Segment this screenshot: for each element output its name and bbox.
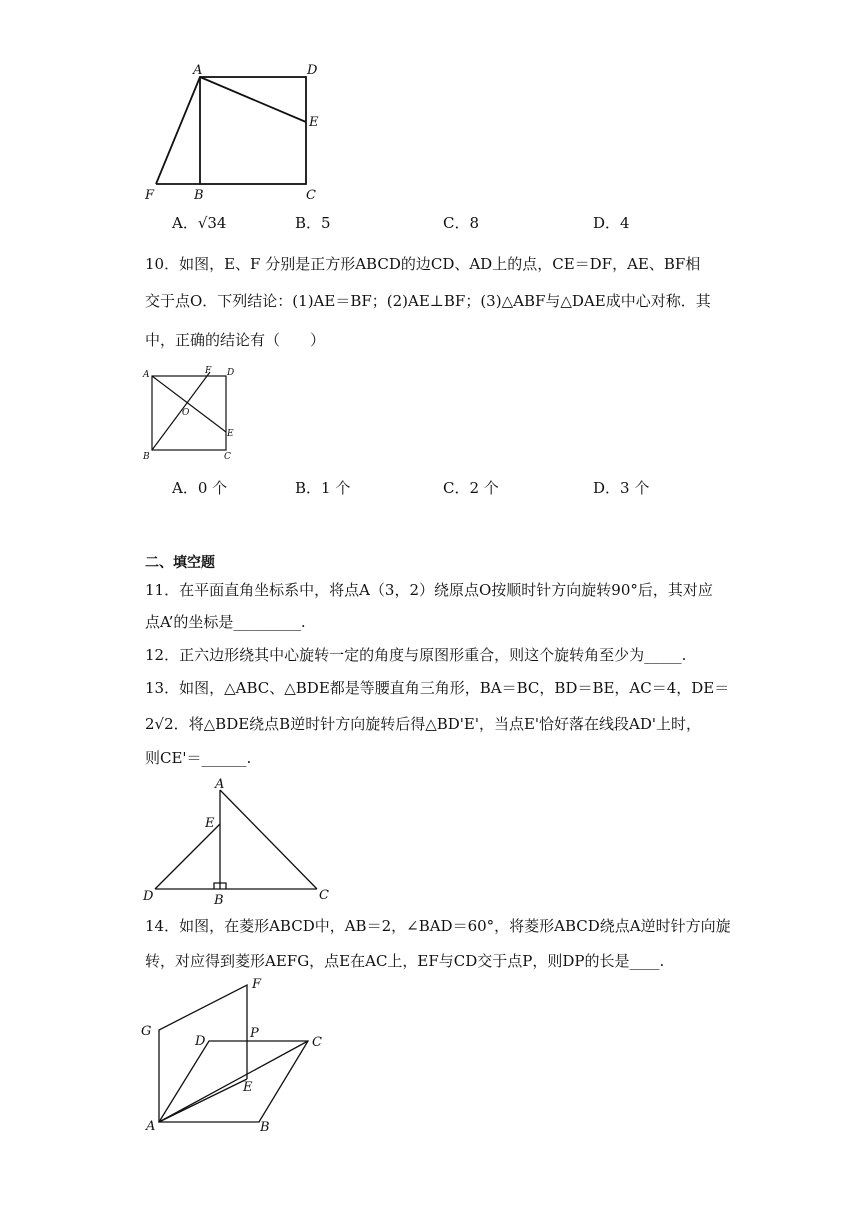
section-heading: 二、填空题 — [145, 555, 215, 571]
q12-text-line1: 12．正六边形绕其中心旋转一定的角度与原图形重合，则这个旋转角至少为_____. — [145, 646, 687, 664]
q9-option-c: C．8 — [443, 214, 480, 232]
q10-option-a: A．0 个 — [172, 479, 228, 497]
q9-label-e: E — [309, 115, 319, 130]
q9-label-a: A — [193, 63, 203, 78]
q13-label-d: D — [143, 889, 154, 904]
q14-label-p: P — [250, 1026, 259, 1041]
q14-label-d: D — [195, 1034, 206, 1049]
q14-figure — [135, 975, 365, 1140]
q13-text-line1: 13．如图，△ABC、△BDE都是等腰直角三角形，BA＝BC，BD＝BE，AC＝4，DE＝ — [145, 679, 730, 697]
q10-label-e: E — [227, 429, 234, 439]
q10-label-d: D — [227, 368, 235, 378]
q13-text-line2: 2√2．将△BDE绕点B逆时针方向旋转后得△BD'E'，当点E'恰好落在线段AD'上时， — [145, 715, 702, 733]
q10-option-d: D．3 个 — [593, 479, 650, 497]
q10-option-c: C．2 个 — [443, 479, 499, 497]
q13-label-b: B — [214, 893, 224, 908]
q14-label-b: B — [260, 1120, 270, 1135]
q14-label-a: A — [146, 1119, 156, 1134]
q10-text-line1: 10．如图，E、F 分别是正方形ABCD的边CD、AD上的点，CE＝DF，AE、BF相 — [145, 255, 701, 273]
q10-label-a: A — [143, 370, 150, 380]
q10-figure — [140, 364, 250, 464]
q9-label-c: C — [306, 188, 316, 203]
q13-label-c: C — [319, 888, 329, 903]
q11-text-line2: 点A’的坐标是_________. — [145, 613, 306, 631]
q13-text-line3: 则CE'＝______. — [145, 749, 252, 767]
q9-figure — [140, 58, 340, 208]
q9-option-a: A．√34 — [172, 214, 227, 232]
q14-label-g: G — [141, 1024, 152, 1039]
q10-label-c: C — [224, 452, 231, 462]
q14-label-c: C — [312, 1035, 322, 1050]
q10-option-b: B．1 个 — [295, 479, 351, 497]
q9-label-f: F — [145, 188, 155, 203]
q10-label-b: B — [143, 452, 150, 462]
q10-label-o: O — [182, 408, 190, 418]
q9-option-d: D．4 — [593, 214, 630, 232]
q13-label-e: E — [205, 816, 215, 831]
q9-option-b: B．5 — [295, 214, 331, 232]
q9-label-b: B — [194, 188, 204, 203]
q10-label-f: F — [205, 366, 212, 376]
q10-text-line3: 中，正确的结论有（ ） — [145, 331, 326, 349]
q10-text-line2: 交于点O．下列结论：(1)AE＝BF；(2)AE⊥BF；(3)△ABF与△DAE成中心对称．其 — [145, 292, 711, 310]
q14-label-f: F — [252, 977, 262, 992]
q13-figure — [140, 776, 340, 906]
q13-label-a: A — [215, 777, 225, 792]
q14-text-line2: 转，对应得到菱形AEFG，点E在AC上，EF与CD交于点P，则DP的长是____. — [145, 952, 665, 970]
q14-text-line1: 14．如图，在菱形ABCD中，AB＝2，∠BAD＝60°，将菱形ABCD绕点A逆时针方向旋 — [145, 917, 731, 935]
q14-label-e: E — [243, 1080, 253, 1095]
q9-label-d: D — [307, 63, 318, 78]
q11-text-line1: 11．在平面直角坐标系中，将点A（3，2）绕原点O按顺时针方向旋转90°后，其对应 — [145, 581, 713, 599]
